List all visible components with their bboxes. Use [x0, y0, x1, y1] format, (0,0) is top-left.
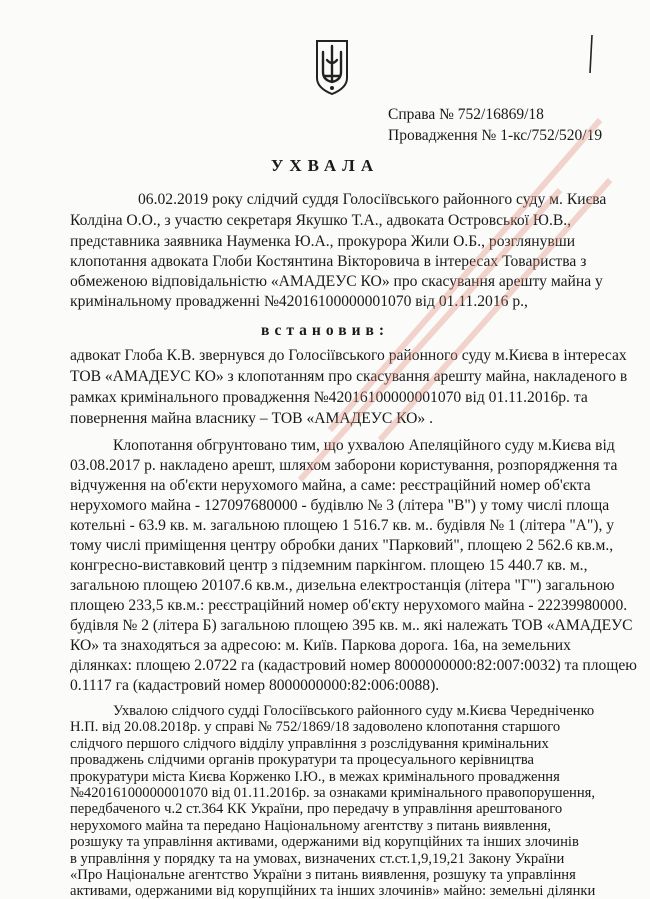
text-line: №42016100000001070 від 01.11.2016р. за ознаками кримінального правопорушення, — [70, 785, 596, 801]
text-line: Клопотання обгрунтовано тим, що ухвалою Апеляційного суду м.Києва від — [113, 437, 615, 454]
text-line: клопотання адвоката Глоби Костянтина Вікторовича в інтересах Товариства з — [70, 253, 587, 270]
trident-emblem-icon — [313, 38, 351, 96]
text-line: КО» та знаходяться за адресою: м. Київ. Паркова дорога. 16а, на земельних — [70, 637, 571, 654]
text-line: прокуратури міста Києва Корженко І.Ю., в межах кримінального провадження — [70, 768, 560, 785]
text-line: представника заявника Науменка Ю.А., прокурора Жили О.Б., розглянувши — [70, 233, 576, 250]
text-line: котельні - 63.9 кв. м. загальною площею 1 516.7 кв. м.. будівля № 1 (літера "А"), у — [70, 517, 615, 534]
text-line: розшуку та управління активами, одержаними від корупційних та інших злочинів — [70, 834, 579, 851]
case-number: Справа № 752/16869/18 — [388, 106, 544, 123]
text-line: Н.П. від 20.08.2018р. у справі № 752/1869/18 задоволено клопотання старшого — [70, 719, 561, 736]
text-line: конгресно-виставковий центр з підземним паркінгом. площею 15 440.7 кв. м., — [70, 557, 588, 574]
text-line: проваджень слідчими органів прокуратури та процесуального керівництва — [70, 752, 535, 769]
proceeding-number: Провадження № 1-кс/752/520/19 — [388, 127, 603, 144]
case-numbers — [388, 104, 602, 146]
text-line: «Про Національне агентство України з питань виявлення, розшуку та управління — [70, 867, 576, 883]
text-line: рамках кримінального провадження №42016100000001070 від 01.11.2016р. та — [70, 389, 588, 406]
text-line: нерухомого майна - 127097680000 - будівлю № 3 (літера "В") у тому числі площа — [70, 497, 610, 514]
section-heading: встановив: — [260, 322, 390, 339]
text-line: 0.1117 га (кадастровий номер 8000000000:82:006:0088). — [70, 677, 440, 694]
document-title: УХВАЛА — [270, 156, 380, 175]
text-line: активами, одержаними від корупційних та інших злочинів» майно: земельні ділянки — [70, 883, 596, 899]
text-line: передбаченого ч.2 ст.364 КК України, про передачу в управління арештованого — [70, 801, 563, 818]
text-line: слідчого першого слідчого відділу управління з розслідування кримінальних — [70, 735, 549, 752]
text-line: будівля № 2 (літера Б) загальною площею 395 кв. м.. які належать ТОВ «АМАДЕУС — [70, 617, 633, 634]
text-line: обмеженою відповідальністю «АМАДЕУС КО» про скасування арешту майна у — [70, 273, 603, 290]
text-line: кримінальному провадженні №42016100000001070 від 01.11.2016 р., — [70, 293, 528, 310]
text-line: нерухомого майна та передано Національному агентству з питань виявлення, — [70, 817, 551, 834]
text-line: повернення майна власнику – ТОВ «АМАДЕУС КО» . — [70, 410, 434, 427]
text-line: Ухвалою слідчого судді Голосіївського районного суду м.Києва Чередніченко — [113, 703, 595, 719]
text-line: ТОВ «АМАДЕУС КО» з клопотанням про скасування арешту майна, накладеного в — [70, 368, 628, 385]
text-line: в управління у порядку та на умовах, визначених ст.ст.1,9,19,21 Закону України — [70, 850, 565, 867]
text-line: ділянках: площею 2.0722 га (кадастровий номер 8000000000:82:007:0032) та площею — [70, 657, 637, 674]
text-line: 03.08.2017 р. накладено арешт, шляхом заборони користування, розпорядження та — [70, 457, 618, 474]
text-line: адвокат Глоба К.В. звернувся до Голосіївського районного суду м.Києва в інтересах — [70, 347, 627, 364]
text-line: загальною площею 20107.6 кв.м., дизельна електростанція (літера "Г") загальною — [70, 577, 615, 594]
text-line: Колдіна О.О., з участю секретаря Якушко Т.А., адвоката Островської Ю.В., — [70, 212, 572, 229]
text-line: тому числі приміщення центру обробки даних "Парковий", площею 2 562.6 кв.м., — [70, 537, 614, 554]
text-line: 06.02.2019 року слідчий суддя Голосіївського районного суду м. Києва — [138, 191, 607, 208]
text-line: відчуження на об'єкти нерухомого майна, а саме: реєстраційний номер об'єкта — [70, 477, 591, 494]
pen-mark-icon — [588, 34, 594, 74]
text-line: площею 233,5 кв.м.: реєстраційний номер об'єкту нерухомого майна - 22239980000. — [70, 597, 628, 614]
